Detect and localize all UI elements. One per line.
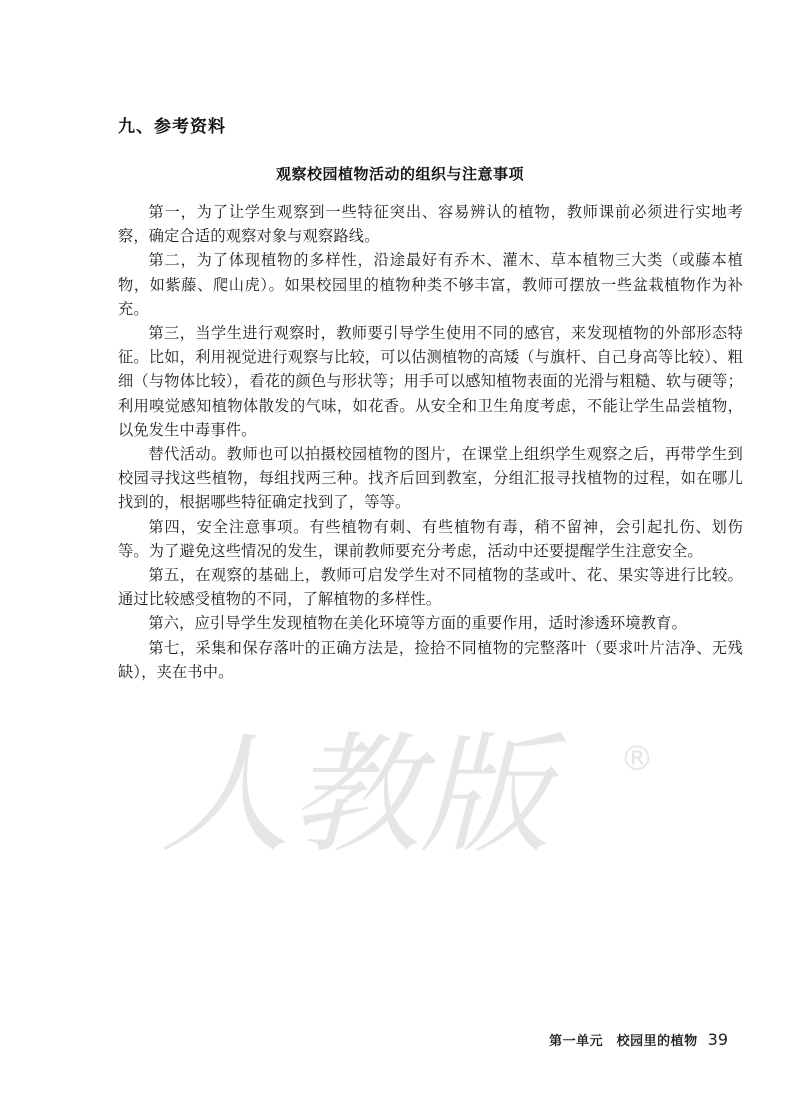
- paragraph: 第四，安全注意事项。有些植物有刺、有些植物有毒，稍不留神，会引起扎伤、划伤等。为了避免这些情况的发生，课前教师要充分考虑，活动中还要提醒学生注意安全。: [118, 517, 743, 560]
- unit-label: 第一单元 校园里的植物: [549, 1034, 698, 1049]
- page-number: 39: [707, 1030, 728, 1049]
- paragraph: 第五，在观察的基础上，教师可启发学生对不同植物的茎或叶、花、果实等进行比较。通过比较感受植物的不同，了解植物的多样性。: [118, 566, 743, 609]
- svg-text:人教版: 人教版: [160, 719, 551, 871]
- publisher-watermark-logo: [150, 700, 670, 880]
- paragraph: 第六，应引导学生发现植物在美化环境等方面的重要作用，适时渗透环境教育。: [148, 614, 687, 633]
- article-title: 观察校园植物活动的组织与注意事项: [275, 165, 524, 183]
- article-body: [118, 200, 743, 684]
- paragraph: 第七，采集和保存落叶的正确方法是，捡拾不同植物的完整落叶（要求叶片洁净、无残缺），夹在书中。: [118, 638, 743, 681]
- paragraph: 第一，为了让学生观察到一些特征突出、容易辨认的植物，教师课前必须进行实地考察，确定合适的观察对象与观察路线。: [118, 203, 743, 246]
- svg-text:®: ®: [620, 739, 654, 779]
- section-heading: 九、参考资料: [118, 117, 226, 137]
- paragraph: 第二，为了体现植物的多样性，沿途最好有乔木、灌木、草本植物三大类（或藤本植物，如紫藤、爬山虎）。如果校园里的植物种类不够丰富，教师可摆放一些盆栽植物作为补充。: [118, 251, 743, 318]
- page-footer: [549, 1030, 728, 1049]
- paragraph: 替代活动。教师也可以拍摄校园植物的图片，在课堂上组织学生观察之后，再带学生到校园寻找这些植物，每组找两三种。找齐后回到教室，分组汇报寻找植物的过程，如在哪儿找到的，根据哪些特征确定找到了，等等。: [118, 445, 743, 512]
- paragraph: 第三，当学生进行观察时，教师要引导学生使用不同的感官，来发现植物的外部形态特征。比如，利用视觉进行观察与比较，可以估测植物的高矮（与旗杆、自己身高等比较）、粗细（与物体比较），看花的颜色与形状等；用手可以感知植物表面的光滑与粗糙、软与硬等；利用嗅觉感知植物体散发的气味，如花香。从安全和卫生角度考虑，不能让学生品尝植物，以免发生中毒事件。: [118, 324, 743, 439]
